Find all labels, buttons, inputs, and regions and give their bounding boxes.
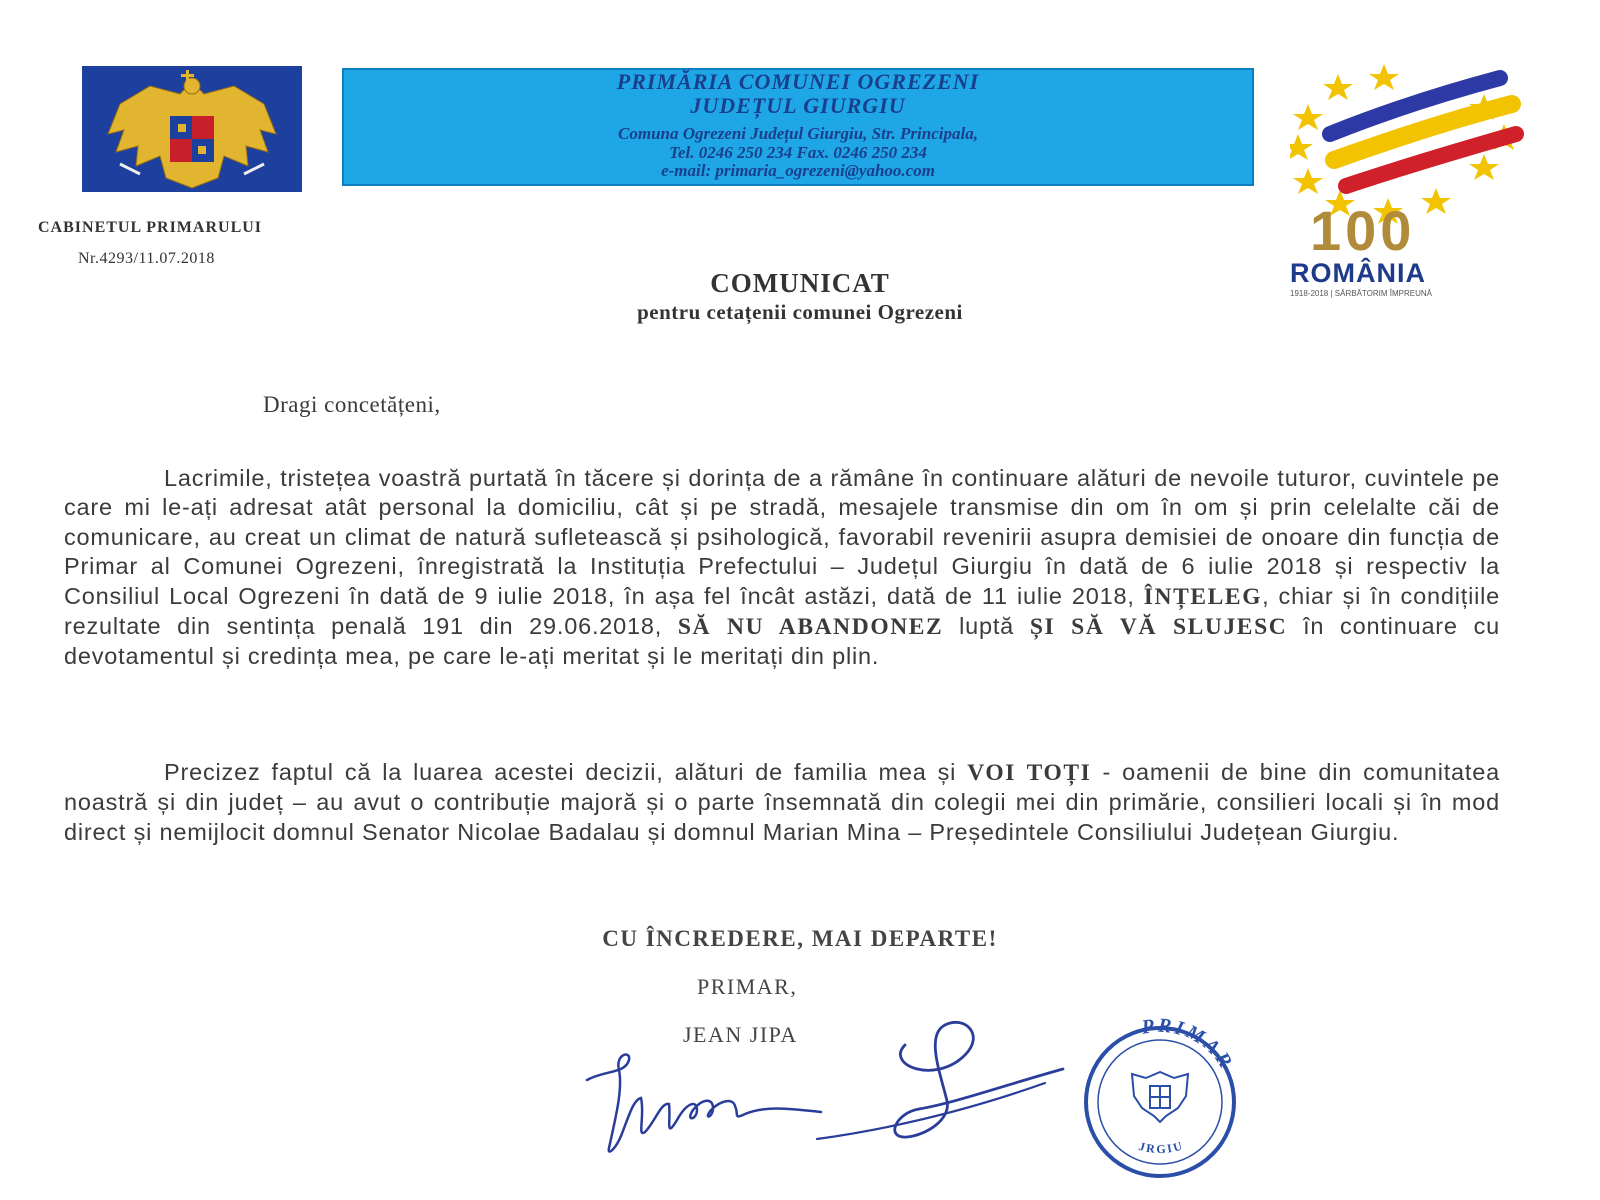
- paragraph-1-bold-c: ȘI SĂ VĂ SLUJESC: [1029, 614, 1288, 641]
- registration-number: Nr.4293/11.07.2018: [78, 250, 215, 267]
- paragraph-1-text-d: în continuare cu devotamentul și credința mea, pe care le-ați meritat și le meritați din plin.: [64, 613, 1500, 670]
- document-subtitle: pentru cetațenii comunei Ogrezeni: [637, 300, 963, 324]
- coat-of-arms-icon: [80, 64, 304, 194]
- stamp-coat-of-arms-icon: [1132, 1072, 1188, 1122]
- stamp-bottom-text: JRGIU: [1137, 1138, 1186, 1157]
- institution-name: PRIMĂRIA COMUNEI OGREZENI: [616, 69, 980, 94]
- document-title: COMUNICAT: [710, 268, 890, 298]
- logo-caption: 1918-2018 | SĂRBĂTORIM ÎMPREUNĂ: [1290, 289, 1432, 298]
- svg-text:PRIMAR: [1139, 1015, 1238, 1074]
- email-line: e-mail: primaria_ogrezeni@yahoo.com: [661, 161, 935, 180]
- logo-100-number: 100: [1310, 199, 1416, 262]
- paragraph-1-text-c: luptă: [943, 613, 1030, 640]
- romania-100-logo: [1290, 64, 1550, 300]
- paragraph-2-text-b: - oamenii de bine din comunitatea noastră și din județ – au avut o contribuție majoră și o parte însemnată din colegii mei din primărie, consilieri locali și în mod direct și nemijlocit domnul Senator Nicolae Badalau și domnul Marian Mina – Președintele Consiliului Județean Giurgiu.: [64, 759, 1500, 845]
- paragraph-2: [64, 758, 1500, 847]
- paragraph-1-text-b: , chiar și în condițiile rezultate din sentința penală 191 din 29.06.2018,: [64, 582, 1500, 640]
- svg-text:JRGIU: [1137, 1138, 1185, 1156]
- signatory-role: PRIMAR,: [697, 974, 798, 999]
- paragraph-1-text-a: Lacrimile, tristețea voastră purtată în tăcere și dorința de a rămâne în continuare alături de nevoile tuturor, cuvintele pe care mi le-ați adresat atât personal la domiciliu, cât și pe stradă, mesajele transmise din om în om și prin celelalte căi de comunicare, au creat un climat de natură sufletească și psihologică, favorabil revenirii asupra demisiei de onoare din funcția de Primar al Comunei Ogrezeni, înregistrată la Instituția Prefectului – Județul Giurgiu în dată de 6 iulie 2018 și respectiv la Consiliul Local Ogrezeni în dată de 9 iulie 2018, în așa fel încât astăzi, dată de 11 iulie 2018,: [64, 465, 1500, 609]
- closing-line: CU ÎNCREDERE, MAI DEPARTE!: [602, 926, 998, 951]
- phone-fax-line: Tel. 0246 250 234 Fax. 0246 250 234: [669, 143, 927, 162]
- handwritten-signature-2: [815, 1005, 1065, 1155]
- cabinet-label: CABINETUL PRIMARULUI: [38, 219, 263, 236]
- county-name: JUDEȚUL GIURGIU: [690, 93, 906, 118]
- header-banner: [342, 68, 1254, 186]
- paragraph-2-text-a: Precizez faptul că la luarea acestei decizii, alături de familia mea și: [164, 759, 968, 785]
- handwritten-signature-1: [585, 1040, 825, 1160]
- stamp-top-text: PRIMAR: [1140, 1014, 1238, 1074]
- paragraph-1-bold-b: SĂ NU ABANDONEZ: [677, 614, 944, 641]
- paragraph-2-bold-a: VOI TOȚI: [967, 760, 1092, 786]
- signatory-name: JEAN JIPA: [683, 1022, 798, 1047]
- paragraph-1: [64, 464, 1500, 672]
- logo-romania-text: ROMÂNIA: [1290, 258, 1426, 288]
- paragraph-1-bold-a: ÎNȚELEG: [1143, 583, 1263, 610]
- greeting: Dragi concetățeni,: [263, 392, 441, 417]
- address-line: Comuna Ogrezeni Județul Giurgiu, Str. Principala,: [618, 124, 978, 143]
- official-stamp: [1050, 1012, 1270, 1182]
